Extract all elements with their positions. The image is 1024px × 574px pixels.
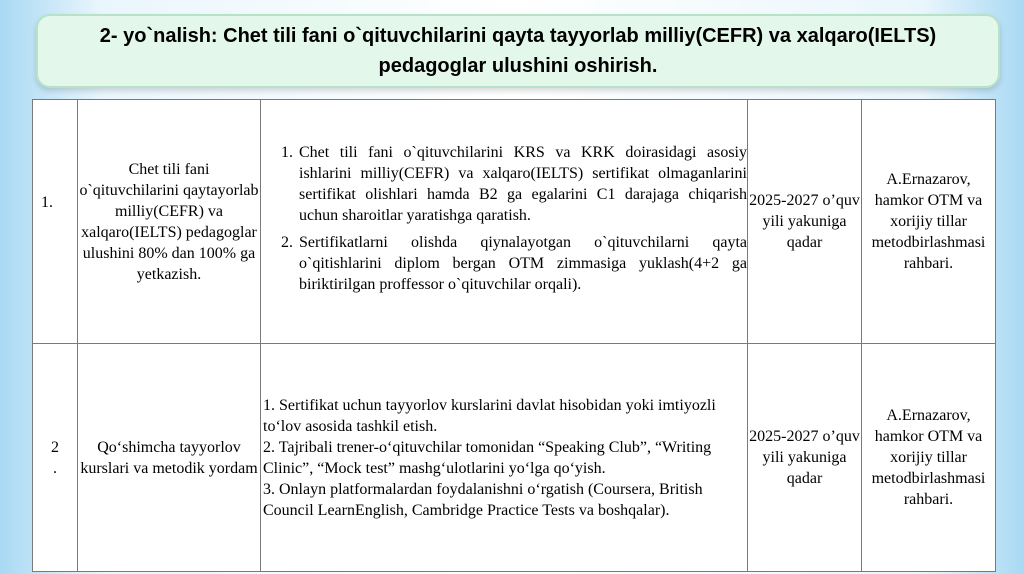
table-row [33,344,996,572]
list-item: 2. Sertifikatlarni olishda qiynalayotgan o`qituvchilarni qayta o`qitishlarini diplom bergan OTM zimmasiga yuklash(4+2 ga biriktirilgan proffessor o`qituvchilar orqali). [297,232,747,295]
actions-cell [261,344,748,572]
table-row [33,100,996,344]
actions-cell [261,100,748,344]
slide-title: 2- yo`nalish: Chet tili fani o`qituvchilarini qayta tayyorlab milliy(CEFR) va xalqaro(IELTS) pedagoglar ulushini oshirish. [99,25,937,77]
task-cell [78,344,261,572]
list-item: 3. Onlayn platformalardan foydalanishni o‘rgatish (Coursera, British Council LearnEnglish, Cambridge Practice Tests va boshqalar). [263,480,703,519]
row-number: 2 [51,438,59,456]
deadline-cell [748,100,862,344]
row-number-cell [33,344,78,572]
list-item: 1. Chet tili fani o`qituvchilarini KRS va KRK doirasidagi asosiy ishlarini milliy(CEFR) va xalqaro(IELTS) sertifikat olmaganlarini sertifikat olishlari hamda B2 ga egalarini C1 darajaga chiqarish uchun sharoitlar yaratishga qaratish. [297,142,747,226]
deadline-cell [748,344,862,572]
task-text: Chet tili fani o`qituvchilarini qaytayorlab milliy(CEFR) va xalqaro(IELTS) pedagoglar ulushini 80% dan 100% ga yetkazish. [79,160,259,283]
task-cell [78,100,261,344]
plan-table [32,99,996,572]
row-number: 1. [41,194,53,211]
responsible-cell [862,100,996,344]
list-item: 2. Tajribali trener-o‘qituvchilar tomonidan “Speaking Club”, “Writing Clinic”, “Mock test” mashg‘ulotlarini yo‘lga qo‘yish. [263,438,712,477]
actions-list [261,395,747,521]
actions-list [261,142,747,295]
responsible-text: A.Ernazarov, hamkor OTM va xorijiy tillar metodbirlashmasi rahbari. [871,171,986,272]
deadline-text: 2025-2027 o’quv yili yakuniga qadar [749,192,860,251]
title-banner [36,14,1000,88]
responsible-text: A.Ernazarov, hamkor OTM va xorijiy tillar metodbirlashmasi rahbari. [871,407,986,508]
task-text: Qo‘shimcha tayyorlov kurslari va metodik yordam [80,438,258,477]
row-number-suffix: . [53,459,57,477]
responsible-cell [862,344,996,572]
list-item: 1. Sertifikat uchun tayyorlov kurslarini davlat hisobidan yoki imtiyozli to‘lov asosida tashkil etish. [263,396,716,435]
row-number-cell [33,100,78,344]
deadline-text: 2025-2027 o’quv yili yakuniga qadar [749,428,860,487]
